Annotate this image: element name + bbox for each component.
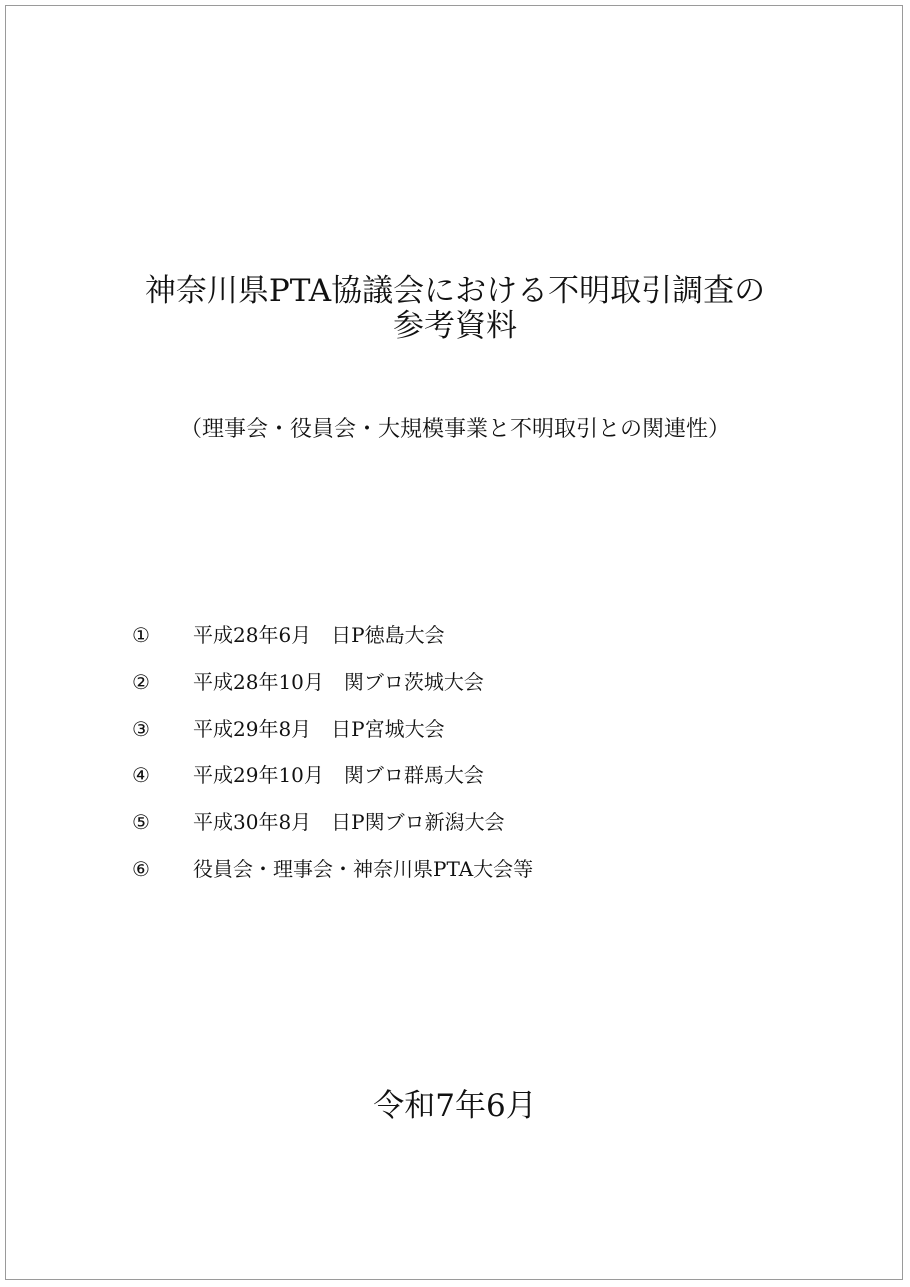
- list-item-marker: ①: [132, 623, 150, 647]
- document-title-line-1: 神奈川県PTA協議会における不明取引調査の: [144, 273, 766, 309]
- document-date: 令和7年6月: [373, 1088, 537, 1124]
- list-item-marker: ⑤: [132, 810, 150, 835]
- list-item-text: 平成28年6月 日P徳島大会: [193, 623, 445, 647]
- list-item-text: 役員会・理事会・神奈川県PTA大会等: [193, 856, 534, 881]
- list-item-text: 平成29年10月 関ブロ群馬大会: [193, 763, 484, 788]
- document-title-line-2: 参考資料: [393, 308, 517, 344]
- list-item-text: 平成29年8月 日P宮城大会: [193, 716, 445, 741]
- list-item-marker: ③: [132, 716, 150, 741]
- list-item-text: 平成30年8月 日P関ブロ新潟大会: [193, 810, 505, 835]
- list-item-marker: ②: [132, 669, 150, 694]
- list-item-marker: ④: [132, 763, 150, 788]
- list-item-text: 平成28年10月 関ブロ茨城大会: [193, 669, 484, 694]
- list-item-marker: ⑥: [132, 856, 150, 881]
- document-subtitle: （理事会・役員会・大規模事業と不明取引との関連性）: [179, 417, 730, 442]
